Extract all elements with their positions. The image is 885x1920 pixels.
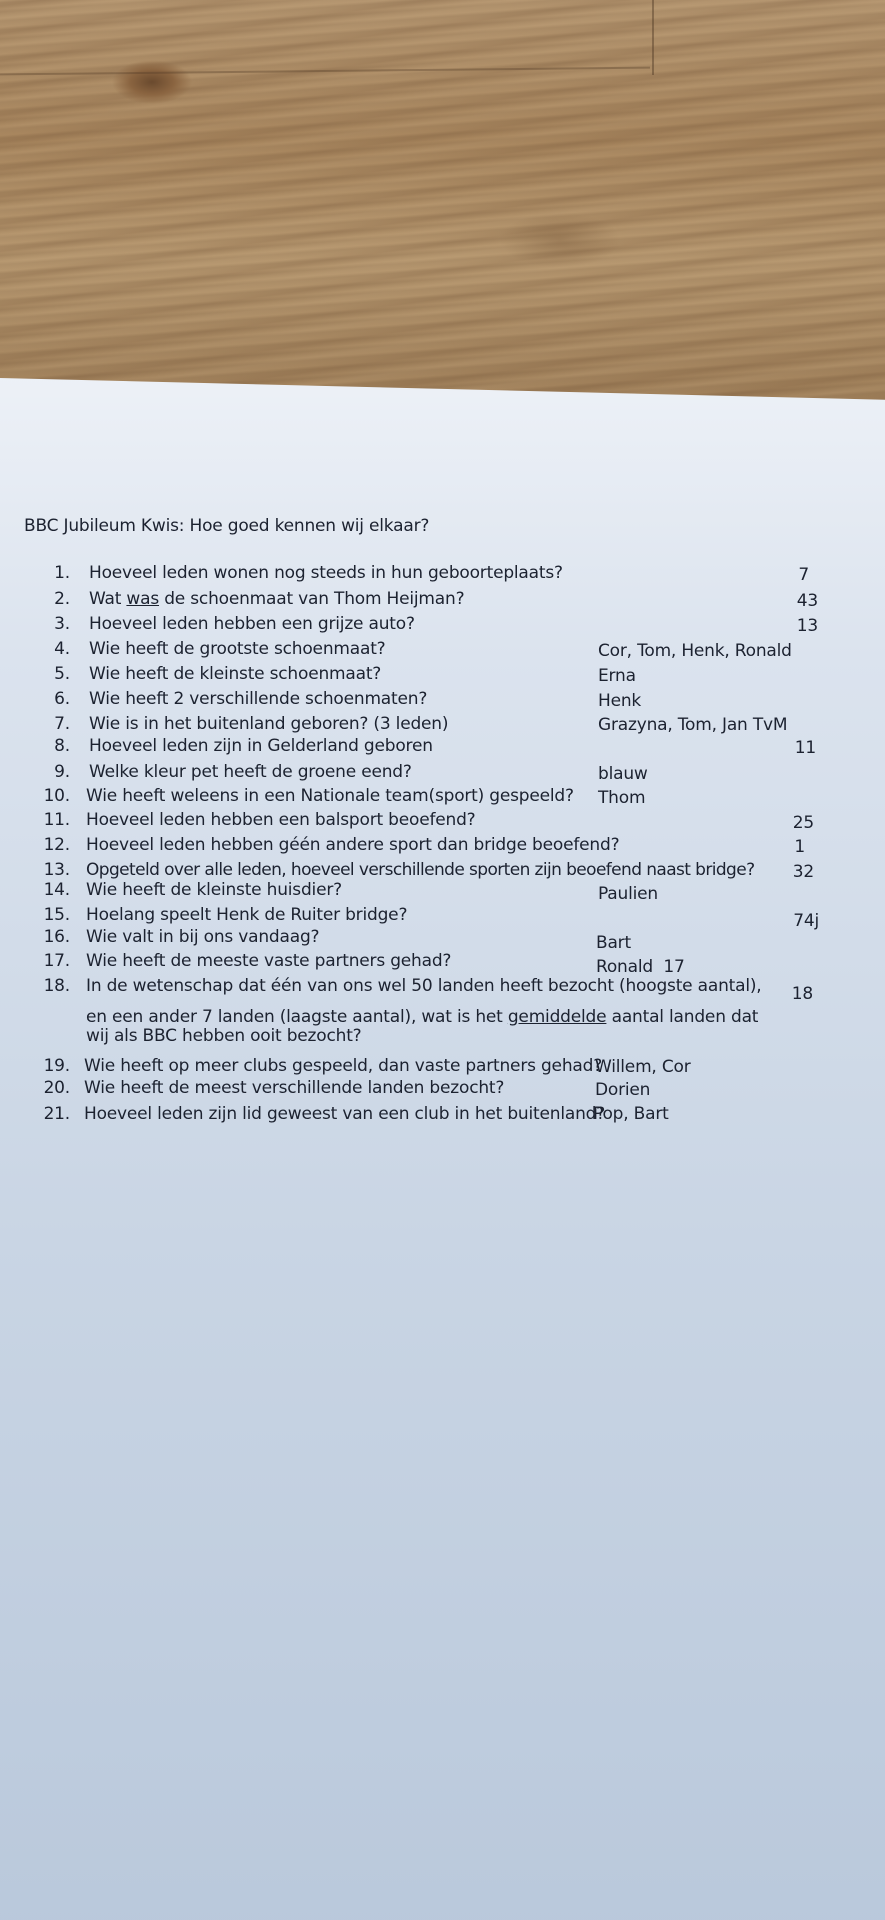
question-number: 7. [54,714,70,734]
name-answer: Grazyna, Tom, Jan TvM [598,715,788,735]
numeric-answer: 7 [798,565,809,585]
name-answer: Dorien [595,1080,651,1100]
question-number: 18. [43,976,70,996]
numeric-answer: 11 [794,738,816,758]
name-answer: Paulien [598,884,658,904]
question-text: Wie heeft de meest verschillende landen bezocht? [84,1078,505,1098]
question-number: 19. [43,1056,70,1076]
question-number: 1. [54,563,70,583]
question-number: 14. [43,880,70,900]
question-text: Wie heeft weleens in een Nationale team(sport) gespeeld? [86,786,574,806]
question-text-line: wij als BBC hebben ooit bezocht? [86,1026,362,1046]
question-number: 12. [43,835,70,855]
numeric-answer: 43 [796,591,818,611]
numeric-answer: 18 [791,984,813,1004]
name-answer: Ronald 17 [596,957,685,977]
question-number: 3. [54,614,70,634]
name-answer: Henk [598,691,642,711]
numeric-answer: 13 [796,616,818,636]
question-text: Hoeveel leden hebben een grijze auto? [89,614,415,634]
numeric-answer: 25 [792,813,814,833]
question-number: 17. [43,951,70,971]
name-answer: Pop, Bart [593,1104,669,1124]
question-text: Hoeveel leden hebben géén andere sport dan bridge beoefend? [86,835,620,855]
question-text: Wie heeft de kleinste huisdier? [86,880,342,900]
question-text: Wie heeft de grootste schoenmaat? [89,639,386,659]
question-text: Wie heeft 2 verschillende schoenmaten? [89,689,428,709]
name-answer: Bart [596,933,631,953]
name-answer: Willem, Cor [595,1057,691,1077]
question-number: 10. [43,786,70,806]
question-text: Wie heeft de kleinste schoenmaat? [89,664,382,684]
question-number: 4. [54,639,70,659]
question-number: 11. [43,810,70,830]
question-text: Hoeveel leden wonen nog steeds in hun geboorteplaats? [89,563,563,583]
question-text: Wie heeft op meer clubs gespeeld, dan vaste partners gehad? [84,1056,603,1076]
numeric-answer: 1 [794,837,805,857]
question-number: 20. [43,1078,70,1098]
quiz-title: BBC Jubileum Kwis: Hoe goed kennen wij elkaar? [24,516,430,536]
name-answer: blauw [598,764,648,784]
question-text-line: en een ander 7 landen (laagste aantal), wat is het gemiddelde aantal landen dat [86,1007,759,1027]
question-number: 16. [43,927,70,947]
name-answer: Erna [598,666,636,686]
question-number: 21. [43,1104,70,1124]
question-text: Hoelang speelt Henk de Ruiter bridge? [86,905,408,925]
question-text-line: In de wetenschap dat één van ons wel 50 landen heeft bezocht (hoogste aantal), [86,976,762,996]
numeric-answer: 32 [792,862,814,882]
question-number: 15. [43,905,70,925]
question-text: Wie is in het buitenland geboren? (3 leden) [89,714,449,734]
name-answer: Thom [598,788,646,808]
question-number: 9. [54,762,70,782]
question-text: Opgeteld over alle leden, hoeveel verschillende sporten zijn beoefend naast bridge? [86,860,755,880]
question-text: Hoeveel leden zijn lid geweest van een club in het buitenland? [84,1104,606,1124]
question-text: Wie valt in bij ons vandaag? [86,927,320,947]
question-number: 6. [54,689,70,709]
question-text: Hoeveel leden hebben een balsport beoefend? [86,810,476,830]
question-number: 5. [54,664,70,684]
question-text: Wat was de schoenmaat van Thom Heijman? [89,589,465,609]
question-text: Hoeveel leden zijn in Gelderland geboren [89,736,433,756]
question-text: Wie heeft de meeste vaste partners gehad? [86,951,452,971]
name-answer: Cor, Tom, Henk, Ronald [598,641,792,661]
question-text: Welke kleur pet heeft de groene eend? [89,762,412,782]
question-number: 13. [43,860,70,880]
question-number: 2. [54,589,70,609]
numeric-answer: 74j [793,911,819,931]
question-number: 8. [54,736,70,756]
